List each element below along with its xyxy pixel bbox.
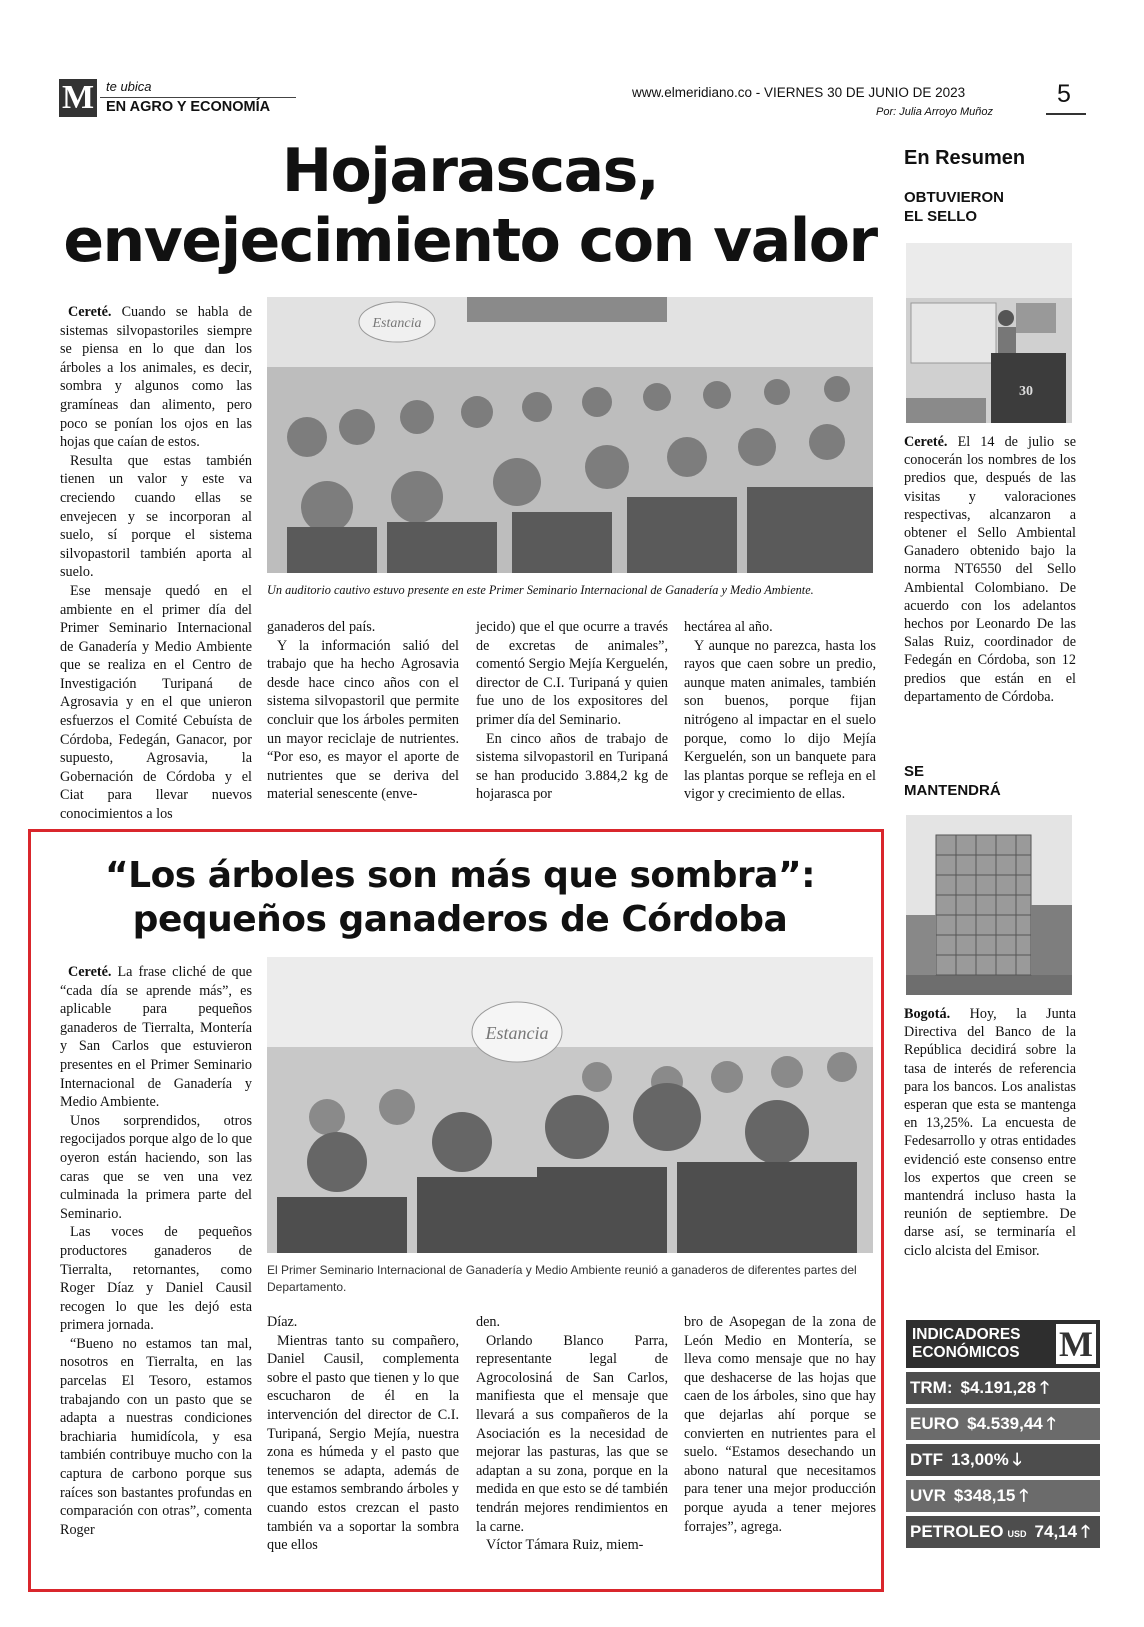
paragraph: bro de Asopegan de la zona de León Medio en Montería, se lleva como mensaje que no hay que deshacerse de las hojas que caen de los árboles, sino que hay que dejarlas ahí porque se convierten en nutrientes para el suelo. “Estamos desechando un abono natural que necesitamos para tener una mejor producción porque ayuda a tener mejores forrajes”, agrega. [684, 1314, 876, 1535]
brief-title: MANTENDRÁ [904, 782, 1001, 799]
indicators-title: ECONÓMICOS [912, 1344, 1020, 1361]
indicator-value: $4.539,44 [967, 1414, 1043, 1433]
paragraph: Y aunque no parezca, hasta los rayos que caen sobre un predio, aunque maten animales, también son buenos, porque fijan nitrógeno al impactar en el suelo porque, como lo dijo Mejía Kerguelén, son un banquete para las plantas porque se refleja en el vigor y crecimiento de ellas. [684, 637, 876, 803]
brief-text [904, 433, 1076, 706]
dateline-city: Bogotá. [904, 1006, 951, 1022]
indicator-row [906, 1516, 1100, 1548]
dateline: www.elmeridiano.co - VIERNES 30 DE JUNIO DE 2023 [632, 85, 966, 100]
paragraph: hectárea al año. [684, 619, 773, 635]
paragraph: Cuando se habla de sistemas silvopastoriles siempre se piensa en lo que dan los árboles a los animales, es decir, sombra y algunos como las gramíneas dan alimento, pero poco se ponían los ojos en las hojas que caían de estos. [60, 304, 252, 451]
sidebar-title: En Resumen [904, 147, 1026, 169]
headline: “Los árboles son más que sombra”: [104, 855, 816, 896]
paragraph: den. [476, 1314, 501, 1330]
paragraph: Orlando Blanco Parra, representante legal de Agrocolosiná de San Carlos, manifiesta que el mensaje que llevará a sus compañeros de la Asociación es la necesidad de mejorar las pasturas, las que se adaptan a su zona, porque en la medida en que esto se dé también tendrán mejores rendimientos en la carne. [476, 1332, 668, 1535]
dateline-city: Cereté. [68, 964, 112, 980]
dateline-city: Cereté. [904, 434, 948, 450]
paragraph: Víctor Támara Ruiz, miem- [486, 1537, 644, 1554]
photo-sign: Estancia [485, 1023, 549, 1043]
paragraph: Díaz. [267, 1314, 298, 1330]
brief-title: SE [904, 763, 925, 780]
indicator-label: PETROLEO [910, 1522, 1004, 1541]
paragraph: “Bueno no estamos tan mal, nosotros en Tierralta, en las parcelas El Tesoro, estamos trabajando con un pasto que se adapta a nuestras condiciones brachiaria humidícola, y esa también contribuye mucho con la captura de carbono porque sus raíces son bastantes profundas en comparación con otras”, comenta Roger [60, 1335, 252, 1538]
arrow-up-icon: 🡑 [1040, 1378, 1049, 1398]
paragraph: jecido) que el que ocurre a través de excretas de animales”, comentó Sergio Mejía Kerguelén, director de C.I. Turipaná y quien fue uno de los expositores del primer día del Seminario. [476, 619, 668, 728]
article-column [60, 963, 252, 1539]
indicator-value: 74,14 [1034, 1522, 1078, 1541]
indicator-value: $348,15 [953, 1486, 1016, 1505]
brief-title: EL SELLO [904, 208, 978, 225]
indicator-value: $4.191,28 [960, 1378, 1037, 1397]
indicators-title: INDICADORES [912, 1326, 1021, 1343]
paragraph: Mientras tanto su compañero, Daniel Causil, complementa sobre el pasto que tienen y lo que escucharon de él en la intervención del director de C.I. Turipaná, Sergio Mejía, nuestra zona es húmeda y el pasto que tenemos se adapta, además de que estamos sembrando árboles y cuando estos crezcan el pasto también va a soportar la sombra que ellos [267, 1332, 459, 1554]
section-title: EN AGRO Y ECONOMÍA [106, 99, 271, 115]
article-column [684, 618, 876, 804]
paragraph: Las voces de pequeños productores ganaderos de Tierralta, retornantes, como Roger Díaz y Daniel Causil recogen lo que les dejó esta primera jornada. [60, 1224, 252, 1334]
farmers-photo [267, 957, 873, 1253]
paragraph: ganaderos del país. [267, 619, 376, 635]
paragraph: Resulta que estas también tienen un valor y este va creciendo cuando ellas se envejecen y se incorporan al suelo, sí porque el sistema silvopastoril también aporta al suelo. [60, 452, 252, 581]
indicator-label: DTF [910, 1450, 944, 1469]
paragraph: En cinco años de trabajo de sistema silvopastoril en Turipaná se han producido 3.884,2 kg de hojarasca por [476, 730, 668, 803]
indicator-value: 13,00% [951, 1450, 1009, 1469]
indicator-label: UVR [910, 1486, 946, 1505]
headline: Hojarascas, [281, 136, 659, 206]
arrow-up-icon: 🡑 [1019, 1486, 1029, 1506]
arrow-down-icon: 🡓 [1012, 1450, 1022, 1470]
header-rule [100, 97, 296, 98]
photo-sign: Estancia [372, 316, 422, 331]
bank-building-photo [906, 815, 1072, 995]
brief-title: OBTUVIERON [904, 189, 1005, 206]
article-column [267, 1313, 459, 1555]
paragraph: Y la información salió del trabajo que ha hecho Agrosavia desde hace cinco años con el sistema silvopastoril que permite concluir que los árboles permiten un mayor reciclaje de nutrientes. “Por eso, es mayor el aporte de nutrientes que se deriva del material senescente (enve- [267, 637, 459, 803]
article-column [476, 1313, 668, 1555]
photo-caption: Un auditorio cautivo estuvo presente en este Primer Seminario Internacional de Ganadería y Medio Ambiente. [267, 583, 814, 597]
indicator-label: EURO [910, 1414, 960, 1433]
paragraph: Hoy, la Junta Directiva del Banco de la República decidirá sobre la tasa de interés de referencia para los bancos. Los analistas esperan que esta se mantenga en 13,25%. La encuesta de Fedesarrollo y otras entidades evidenció este consenso entre los expertos que creen se mantendrá incluso hasta la reunión de septiembre. De darse así, se terminaría el ciclo alcista del Emisor. [904, 1006, 1076, 1259]
logo: M [59, 79, 97, 117]
tagline: te ubica [106, 79, 152, 94]
arrow-up-icon: 🡑 [1081, 1522, 1090, 1542]
paragraph: Unos sorprendidos, otros regocijados porque algo de lo que oyeron están haciendo, son las caras que se ven una vez culminada la primera parte del Seminario. [60, 1112, 252, 1222]
brief-text [904, 1005, 1076, 1260]
indicator-row [906, 1444, 1100, 1476]
paragraph: La frase cliché de que “cada día se aprende más”, es aplicable para pequeños ganaderos de Tierralta, Montería y San Carlos que estuvieron presentes en el Primer Seminario Internacional de Ganadería y Medio Ambiente. [60, 964, 252, 1111]
dateline-city: Cereté. [68, 304, 112, 320]
speaker-photo [906, 243, 1072, 423]
audience-photo [267, 297, 873, 573]
indicator-row [906, 1480, 1100, 1512]
article-column [476, 618, 668, 804]
arrow-up-icon: 🡑 [1046, 1414, 1056, 1434]
page-number: 5 [1057, 80, 1071, 108]
page-number-rule [1046, 113, 1086, 115]
paragraph: El 14 de julio se conocerán los nombres de los predios que, después de las visitas y valoraciones respectivas, alcanzaron a obtener el Sello Ambiental Ganadero obtenido bajo la norma NT6550 del Sello Ambiental Colombiano. De acuerdo con los adelantos hechos por Leonardo De las Salas Ruiz, coordinador de Fedegán en Córdoba, son 12 predios que están en el departamento de Córdoba. [904, 434, 1076, 705]
article-column [267, 618, 459, 804]
indicator-unit: USD [1007, 1529, 1027, 1539]
headline: envejecimiento con valor [63, 206, 877, 276]
indicator-row [906, 1372, 1100, 1404]
indicator-label: TRM: [910, 1378, 953, 1397]
article-column [684, 1313, 876, 1536]
paragraph: Ese mensaje quedó en el ambiente en el primer día del Primer Seminario Internacional de Ganadería y Medio Ambiente que se realiza en el Centro de Investigación Turipaná de Agrosavia y en el que unieron esfuerzos el Comité Cebuísta de Córdoba, Fedegán, Ganacor, por supuesto, Agrosavia, la Gobernación de Córdoba y el Ciat para llevar nuevos conocimientos a los [60, 582, 252, 823]
indicators-logo: M [1056, 1324, 1096, 1364]
svg-text:30: 30 [1019, 384, 1033, 399]
headline: pequeños ganaderos de Córdoba [132, 899, 788, 940]
photo-caption: El Primer Seminario Internacional de Ganadería y Medio Ambiente reunió a ganaderos de diferentes partes del Departamento. [267, 1263, 857, 1294]
byline: Por: Julia Arroyo Muñoz [876, 106, 993, 118]
indicator-row [906, 1408, 1100, 1440]
article-column [60, 303, 252, 824]
